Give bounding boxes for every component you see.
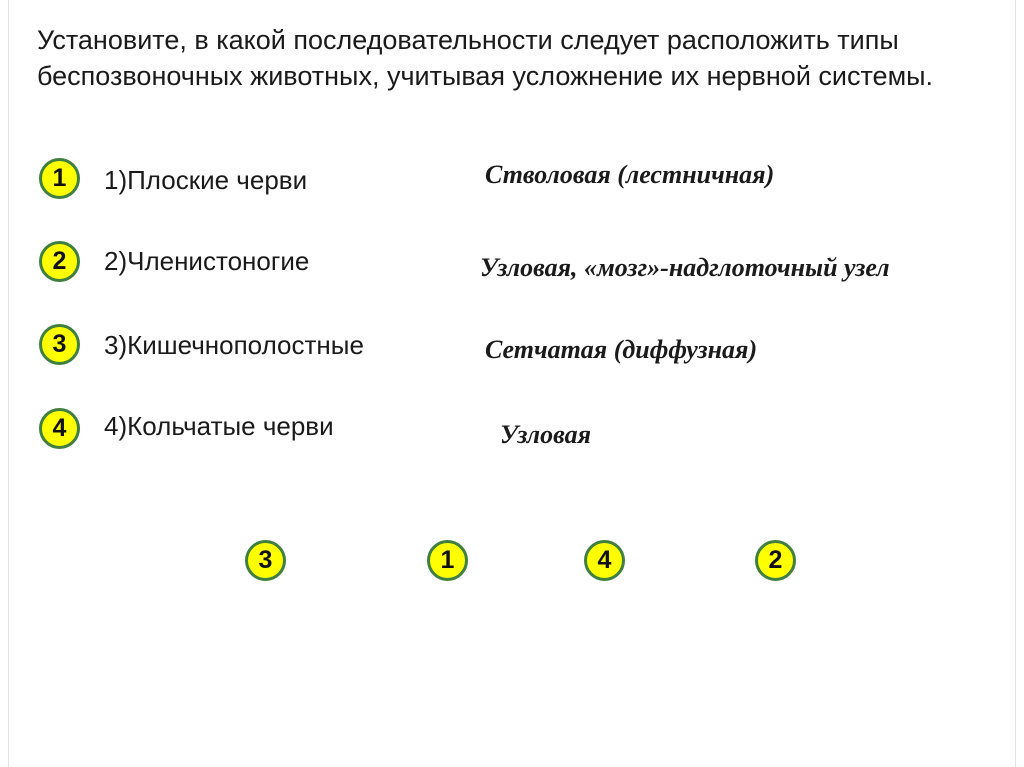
answer-2: Узловая, «мозг»-надглоточный узел <box>480 253 890 282</box>
answer-3: Сетчатая (диффузная) <box>485 335 758 364</box>
question-text: Установите, в какой последовательности следует расположить типы беспозвоночных животных, учитывая усложнение их нервной системы. <box>37 25 934 91</box>
sequence-badge-1: 3 <box>245 540 286 581</box>
item-badge-1: 1 <box>39 158 80 199</box>
sequence-badge-4: 2 <box>755 540 796 581</box>
item-label-3: 3)Кишечнополостные <box>104 330 364 360</box>
item-badge-3: 3 <box>39 324 80 365</box>
item-label-4: 4)Кольчатые черви <box>104 411 334 441</box>
item-label-2: 2)Членистоногие <box>104 246 310 276</box>
sequence-badge-2: 1 <box>427 540 468 581</box>
sequence-badge-3: 4 <box>584 540 625 581</box>
slide <box>8 0 1016 767</box>
answer-1: Стволовая (лестничная) <box>485 160 775 189</box>
answer-4: Узловая <box>500 420 591 449</box>
item-badge-4: 4 <box>39 408 80 449</box>
item-label-1: 1)Плоские черви <box>104 165 308 195</box>
item-badge-2: 2 <box>39 241 80 282</box>
